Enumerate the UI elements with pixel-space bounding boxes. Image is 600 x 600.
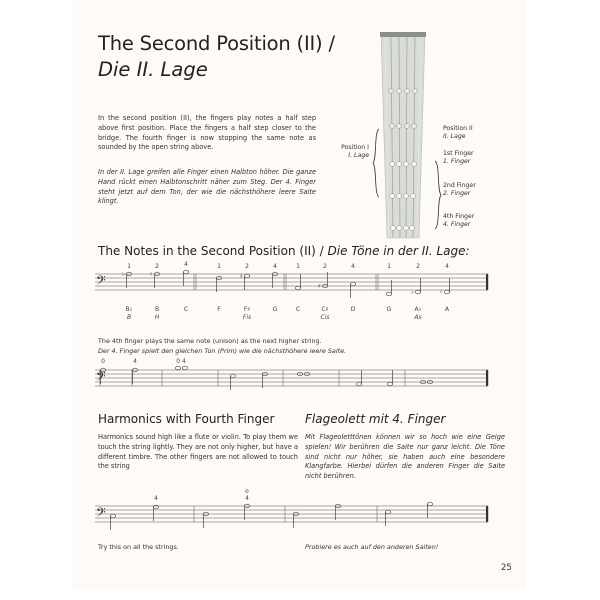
- svg-text:F♯: F♯: [243, 306, 251, 313]
- bass-clef-icon: 𝄢: [96, 505, 106, 523]
- svg-text:Cis: Cis: [320, 314, 330, 321]
- svg-text:4: 4: [273, 263, 277, 270]
- intro-text-de: In der II. Lage greifen alle Finger einen Halbton höher. Die ganze Hand rückt einen Halbtonschritt näher zum Steg. Der 4. Finger steht jetzt auf dem Ton, der wie die nächsthöhere leere Saite klingt.: [98, 168, 316, 206]
- svg-text:4: 4: [154, 495, 158, 502]
- finger2-label: [443, 182, 476, 199]
- svg-text:2: 2: [155, 263, 159, 270]
- svg-text:1: 1: [387, 263, 391, 270]
- position1-de: I. Lage: [348, 152, 369, 160]
- position2-en: Position II: [443, 125, 473, 132]
- svg-text:2: 2: [416, 263, 420, 270]
- notes-staff: [95, 261, 490, 326]
- svg-text:C♯: C♯: [321, 306, 329, 313]
- svg-text:G: G: [272, 306, 278, 313]
- svg-text:1: 1: [127, 263, 131, 270]
- unison-staff: [95, 358, 490, 402]
- music-book-page: [73, 0, 526, 590]
- svg-text:B: B: [154, 306, 160, 313]
- footer-text-de: Probiere es auch auf den anderen Saiten!: [305, 543, 439, 551]
- position2-label: [443, 125, 473, 142]
- position1-label: [326, 144, 369, 161]
- fingerboard-diagram: [373, 30, 433, 240]
- svg-text:0: 0: [101, 358, 105, 365]
- svg-text:4: 4: [351, 263, 355, 270]
- svg-text:A♭: A♭: [414, 306, 422, 313]
- footer-text-en: Try this on all the strings.: [98, 543, 179, 551]
- finger4-en: 4th Finger: [443, 213, 475, 220]
- notes-heading-de: Die Töne in der II. Lage:: [327, 244, 470, 258]
- finger4-label: [443, 213, 474, 230]
- svg-text:D: D: [350, 306, 356, 313]
- position2-brace-icon: [434, 160, 442, 230]
- svg-text:♯: ♯: [318, 283, 321, 290]
- svg-text:G: G: [386, 306, 392, 313]
- notes-heading-en: The Notes in the Second Position (II) /: [98, 244, 328, 258]
- harmonics-text-en: Harmonics sound high like a flute or violin. To play them we touch the string lightly. They are not only higher, but have a different timbre. The other fingers are not allowed to touch the string: [98, 433, 298, 471]
- finger4-de: 4. Finger: [443, 221, 471, 229]
- svg-text:4: 4: [445, 263, 449, 270]
- svg-text:♮: ♮: [440, 289, 443, 296]
- svg-text:B♭: B♭: [125, 306, 133, 313]
- finger2-de: 2. Finger: [443, 190, 471, 198]
- position2-de: II. Lage: [443, 133, 466, 141]
- svg-text:H: H: [154, 314, 160, 321]
- svg-text:F: F: [217, 306, 221, 313]
- harmonics-text-de: Mit Flageoletttönen können wir so hoch wie eine Geige spielen! Wir berühren die Saite nur ganz leicht. Die Töne sind nicht nur höher, sie haben auch eine besondere Klangfarbe. Hierbei dürfen die anderen Finger die Saite nicht berühren.: [305, 433, 505, 481]
- page-title-en: The Second Position (II) /: [98, 32, 335, 55]
- svg-text:As: As: [414, 314, 422, 321]
- position1-en: Position I: [341, 144, 369, 151]
- svg-text:♯: ♯: [240, 273, 243, 280]
- harmonic-circle-icon: o: [245, 488, 249, 495]
- svg-text:C: C: [183, 306, 189, 313]
- page-title-de: Die II. Lage: [98, 58, 208, 81]
- finger1-en: 1st Finger: [443, 150, 474, 157]
- svg-text:♭: ♭: [411, 289, 414, 296]
- notes-section-heading: [98, 244, 470, 258]
- svg-text:C: C: [295, 306, 301, 313]
- svg-text:1: 1: [296, 263, 300, 270]
- svg-text:0 4: 0 4: [176, 358, 186, 365]
- page-number: 25: [501, 563, 512, 573]
- unison-text-en: The 4th finger plays the same note (unison) as the next higher string.: [98, 337, 322, 345]
- svg-text:2: 2: [245, 263, 249, 270]
- svg-text:1: 1: [217, 263, 221, 270]
- svg-text:♮: ♮: [150, 271, 153, 278]
- harmonics-staff: [95, 488, 490, 538]
- position1-brace-icon: [372, 128, 380, 198]
- bass-clef-icon: 𝄢: [96, 369, 106, 387]
- finger1-de: 1. Finger: [443, 158, 471, 166]
- harmonics-heading-de: Flageolett mit 4. Finger: [305, 412, 446, 426]
- svg-text:2: 2: [323, 263, 327, 270]
- svg-text:A: A: [444, 306, 450, 313]
- finger2-en: 2nd Finger: [443, 182, 476, 189]
- bass-clef-icon: 𝄢: [96, 273, 106, 291]
- svg-text:♭: ♭: [122, 271, 125, 278]
- harmonics-heading-en: Harmonics with Fourth Finger: [98, 412, 275, 426]
- svg-text:4: 4: [245, 495, 249, 502]
- unison-text-de: Der 4. Finger spielt den gleichen Ton (Prim) wie die nächsthöhere leere Saite.: [98, 347, 347, 355]
- svg-text:B: B: [126, 314, 132, 321]
- svg-text:4: 4: [184, 261, 188, 268]
- finger1-label: [443, 150, 474, 167]
- svg-text:4: 4: [133, 358, 137, 365]
- svg-text:Fis: Fis: [242, 314, 252, 321]
- intro-text-en: In the second position (II), the fingers play notes a half step above first position. Place the fingers a half step closer to the bridge. The fourth finger is now stopping the same note as sounded by the open string above.: [98, 114, 316, 152]
